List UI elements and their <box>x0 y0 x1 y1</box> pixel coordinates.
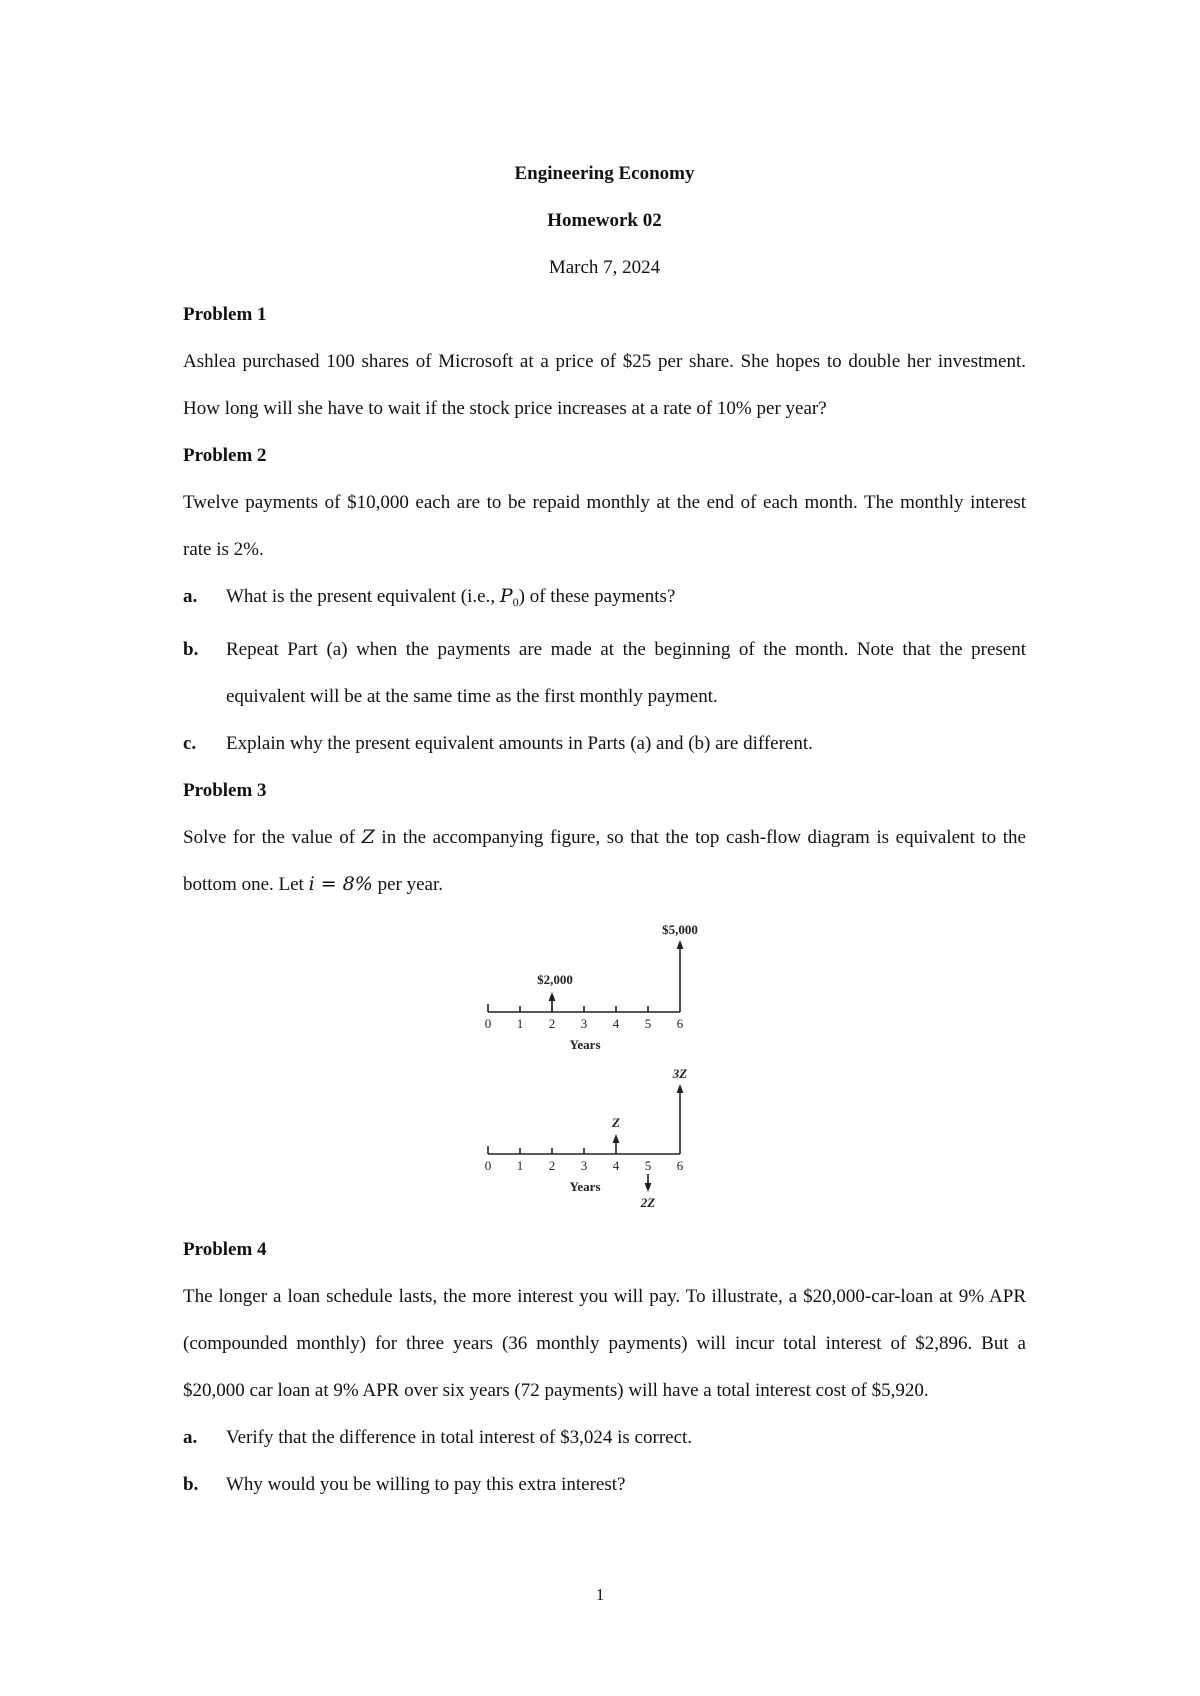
present-value-symbol: P <box>499 585 513 607</box>
part-text: Why would you be willing to pay this extra interest? <box>226 1474 626 1495</box>
tick-label: 4 <box>612 1158 620 1173</box>
bottom-tick-labels <box>485 1066 688 1210</box>
document-date: March 7, 2024 <box>548 257 661 278</box>
part-text: Verify that the difference in total interest of $3,024 is correct. <box>226 1427 693 1448</box>
part-text-before: What is the present equivalent (i.e., <box>226 586 500 607</box>
tick-label: 0 <box>484 1158 492 1173</box>
tick-label: 1 <box>516 1016 524 1031</box>
problem-2-part-b <box>183 626 1026 720</box>
part-label: c. <box>183 733 197 754</box>
top-tick-labels <box>485 922 698 1052</box>
problem-3-text-part: Solve for the value of <box>183 827 362 848</box>
problem-4-part-b <box>183 1461 1026 1508</box>
down-arrow-icon <box>645 1183 652 1192</box>
part-label: b. <box>183 1474 199 1495</box>
part-text: Explain why the present equivalent amounts in Parts (a) and (b) are different. <box>226 733 813 754</box>
homework-title: Homework 02 <box>547 210 662 231</box>
problem-3-heading: Problem 3 <box>183 780 267 801</box>
tick-label: 2 <box>548 1158 556 1173</box>
problem-4-part-a <box>183 1414 1026 1461</box>
document-body <box>183 150 1026 1508</box>
flow-label-2z: 2Z <box>640 1195 656 1210</box>
axis-label: Years <box>569 1037 601 1052</box>
top-cash-flow-diagram <box>488 948 680 1012</box>
interest-rate-expression: i = 8% <box>308 873 373 895</box>
part-label: b. <box>183 639 199 660</box>
flow-label-3z: 3Z <box>672 1066 688 1081</box>
problem-2-heading: Problem 2 <box>183 445 267 466</box>
problem-3-text-part: per year. <box>372 874 443 895</box>
part-text-after: ) of these payments? <box>518 586 676 607</box>
tick-label: 5 <box>644 1158 652 1173</box>
tick-label: 3 <box>580 1158 588 1173</box>
page-number: 1 <box>595 1585 605 1604</box>
problem-1-text: Ashlea purchased 100 shares of Microsoft at a price of $25 per share. She hopes to double her investment. How long will she have to wait if the stock price increases at a rate of 10% per year? <box>183 351 1026 419</box>
up-arrow-icon <box>613 1134 620 1143</box>
tick-label: 1 <box>516 1158 524 1173</box>
problem-1-heading: Problem 1 <box>183 304 267 325</box>
cash-flow-figure <box>183 918 1026 1218</box>
part-text: Repeat Part (a) when the payments are made at the beginning of the month. Note that the present equivalent will be at the same time as the first monthly payment. <box>226 639 1026 707</box>
tick-label: 2 <box>548 1016 556 1031</box>
problem-2-part-a <box>183 573 1026 626</box>
problem-2-part-c <box>183 720 1026 767</box>
axis-label: Years <box>569 1179 601 1194</box>
part-text <box>226 573 1026 626</box>
flow-label-z: Z <box>612 1115 620 1130</box>
problem-3-text <box>183 814 1026 908</box>
tick-label: 6 <box>676 1016 684 1031</box>
problem-4-heading: Problem 4 <box>183 1239 267 1260</box>
up-arrow-icon <box>677 1084 684 1093</box>
part-label: a. <box>183 1427 198 1448</box>
problem-2-text: Twelve payments of $10,000 each are to be repaid monthly at the end of each month. The monthly interest rate is 2%. <box>183 492 1026 560</box>
course-title: Engineering Economy <box>514 163 695 184</box>
up-arrow-icon <box>549 992 556 1001</box>
up-arrow-icon <box>677 940 684 949</box>
flow-label-5000: $5,000 <box>662 922 698 937</box>
cash-flow-diagrams <box>484 918 728 1218</box>
variable-z: Z <box>361 826 375 848</box>
part-label: a. <box>183 586 198 607</box>
present-value-subscript: 0 <box>512 595 519 609</box>
tick-label: 3 <box>580 1016 588 1031</box>
tick-label: 6 <box>676 1158 684 1173</box>
tick-label: 0 <box>484 1016 492 1031</box>
tick-label: 5 <box>644 1016 652 1031</box>
tick-label: 4 <box>612 1016 620 1031</box>
problem-3-text-part: in the accompanying figure, so that the top cash-flow diagram is equivalent to the bottom one. Let <box>183 827 1026 895</box>
problem-4-text: The longer a loan schedule lasts, the more interest you will pay. To illustrate, a $20,000-car-loan at 9% APR (compounded monthly) for three years (36 monthly payments) will incur total interest of $2,896. But a $20,000 car loan at 9% APR over six years (72 payments) will have a total interest cost of $5,920. <box>183 1286 1026 1401</box>
flow-label-2000: $2,000 <box>537 972 573 987</box>
